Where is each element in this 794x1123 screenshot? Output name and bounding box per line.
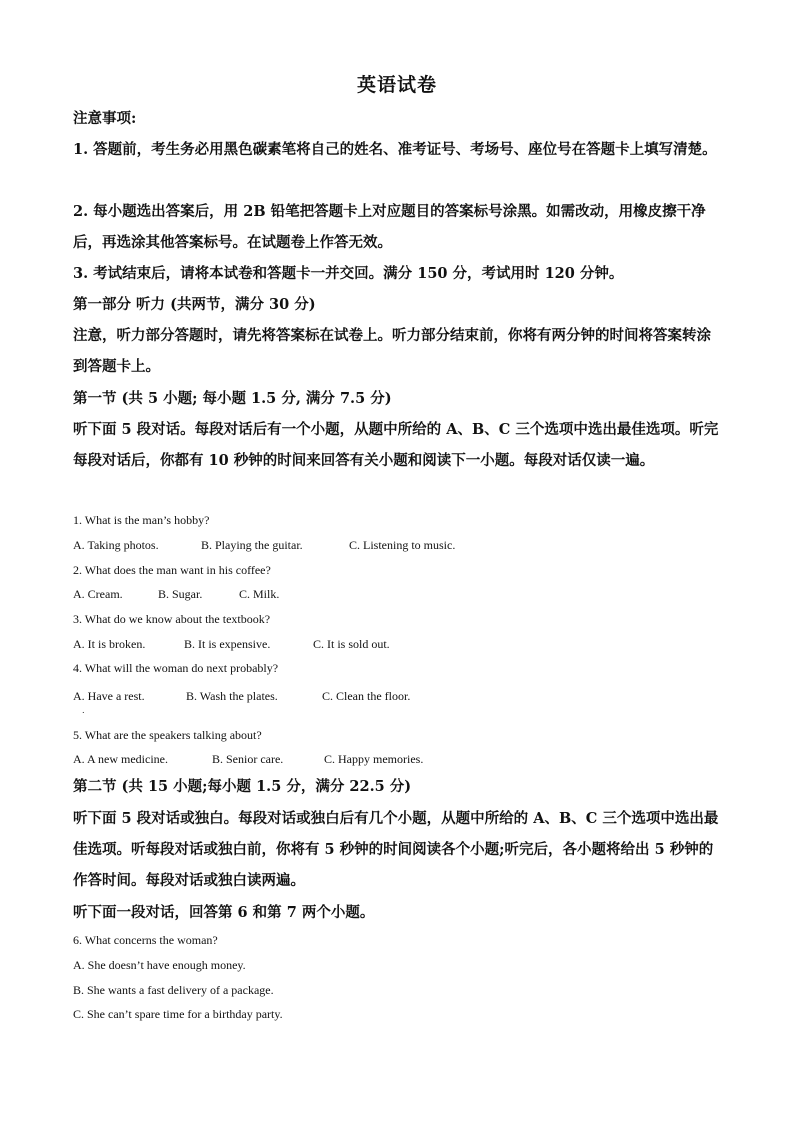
- option-b: B. It is expensive.: [184, 637, 271, 651]
- question-stem: 3. What do we know about the textbook?: [73, 612, 271, 626]
- option-b: B. Wash the plates.: [186, 689, 278, 703]
- question-options: [73, 751, 423, 767]
- question-stem: 4. What will the woman do next probably?: [73, 661, 279, 675]
- option-c: C. Listening to music.: [349, 538, 456, 552]
- section1-instructions: 听下面 5 段对话。每段对话后有一个小题，从题中所给的 A、B、C 三个选项中选出最佳选项。听完每段对话后，你都有 10 秒钟的时间来回答有关小题和阅读下一小题。每段对话仅读一遍。: [73, 421, 719, 469]
- option-a: A. A new medicine.: [73, 752, 168, 766]
- question-stem: 1. What is the man’s hobby?: [73, 513, 210, 527]
- option-b: B. Sugar.: [158, 587, 203, 601]
- notice-item-2: 2. 每小题选出答案后，用 2B 铅笔把答题卡上对应题目的答案标号涂黑。如需改动，用橡皮擦干净后，再选涂其他答案标号。在试题卷上作答无效。: [73, 203, 706, 251]
- question-options: [73, 537, 455, 553]
- section2-heading: 第二节 (共 15 小题;每小题 1.5 分，满分 22.5 分): [73, 778, 412, 795]
- section2-sub-instructions: 听下面一段对话，回答第 6 和第 7 两个小题。: [73, 904, 375, 921]
- question-stem: 2. What does the man want in his coffee?: [73, 563, 271, 577]
- option-c: C. She can’t spare time for a birthday party.: [73, 1007, 283, 1021]
- option-a: A. It is broken.: [73, 637, 146, 651]
- option-c: C. Clean the floor.: [322, 689, 411, 703]
- stray-dot: .: [82, 706, 85, 715]
- section1-heading: 第一节 (共 5 小题; 每小题 1.5 分, 满分 7.5 分): [73, 390, 392, 407]
- question-options: [73, 688, 410, 704]
- option-b: B. Playing the guitar.: [201, 538, 303, 552]
- question-stem: 5. What are the speakers talking about?: [73, 728, 262, 742]
- option-c: C. Milk.: [239, 587, 280, 601]
- notice-item-1: 1. 答题前，考生务必用黑色碳素笔将自己的姓名、准考证号、考场号、座位号在答题卡上填写清楚。: [73, 141, 717, 158]
- question-options: [73, 586, 279, 602]
- notice-item-3: 3. 考试结束后，请将本试卷和答题卡一并交回。满分 150 分，考试用时 120 分钟。: [73, 265, 624, 282]
- part1-note: 注意，听力部分答题时，请先将答案标在试卷上。听力部分结束前，你将有两分钟的时间将答案转涂到答题卡上。: [73, 327, 711, 375]
- question-stem: 6. What concerns the woman?: [73, 933, 218, 947]
- section2-instructions: 听下面 5 段对话或独白。每段对话或独白后有几个小题，从题中所给的 A、B、C 三个选项中选出最佳选项。听每段对话或独白前，你将有 5 秒钟的时间阅读各个小题;听完后，各小题将给出 5 秒钟的作答时间。每段对话或独白读两遍。: [73, 810, 719, 889]
- option-c: C. Happy memories.: [324, 752, 424, 766]
- option-a: A. Taking photos.: [73, 538, 159, 552]
- option-c: C. It is sold out.: [313, 637, 390, 651]
- question-options: [73, 636, 390, 652]
- option-b: B. She wants a fast delivery of a package.: [73, 983, 274, 997]
- part1-heading: 第一部分 听力 (共两节，满分 30 分): [73, 296, 316, 313]
- option-a: A. She doesn’t have enough money.: [73, 958, 246, 972]
- page-title: 英语试卷: [356, 74, 437, 96]
- option-a: A. Cream.: [73, 587, 123, 601]
- option-b: B. Senior care.: [212, 752, 284, 766]
- notice-heading: 注意事项:: [73, 110, 137, 127]
- option-a: A. Have a rest.: [73, 689, 145, 703]
